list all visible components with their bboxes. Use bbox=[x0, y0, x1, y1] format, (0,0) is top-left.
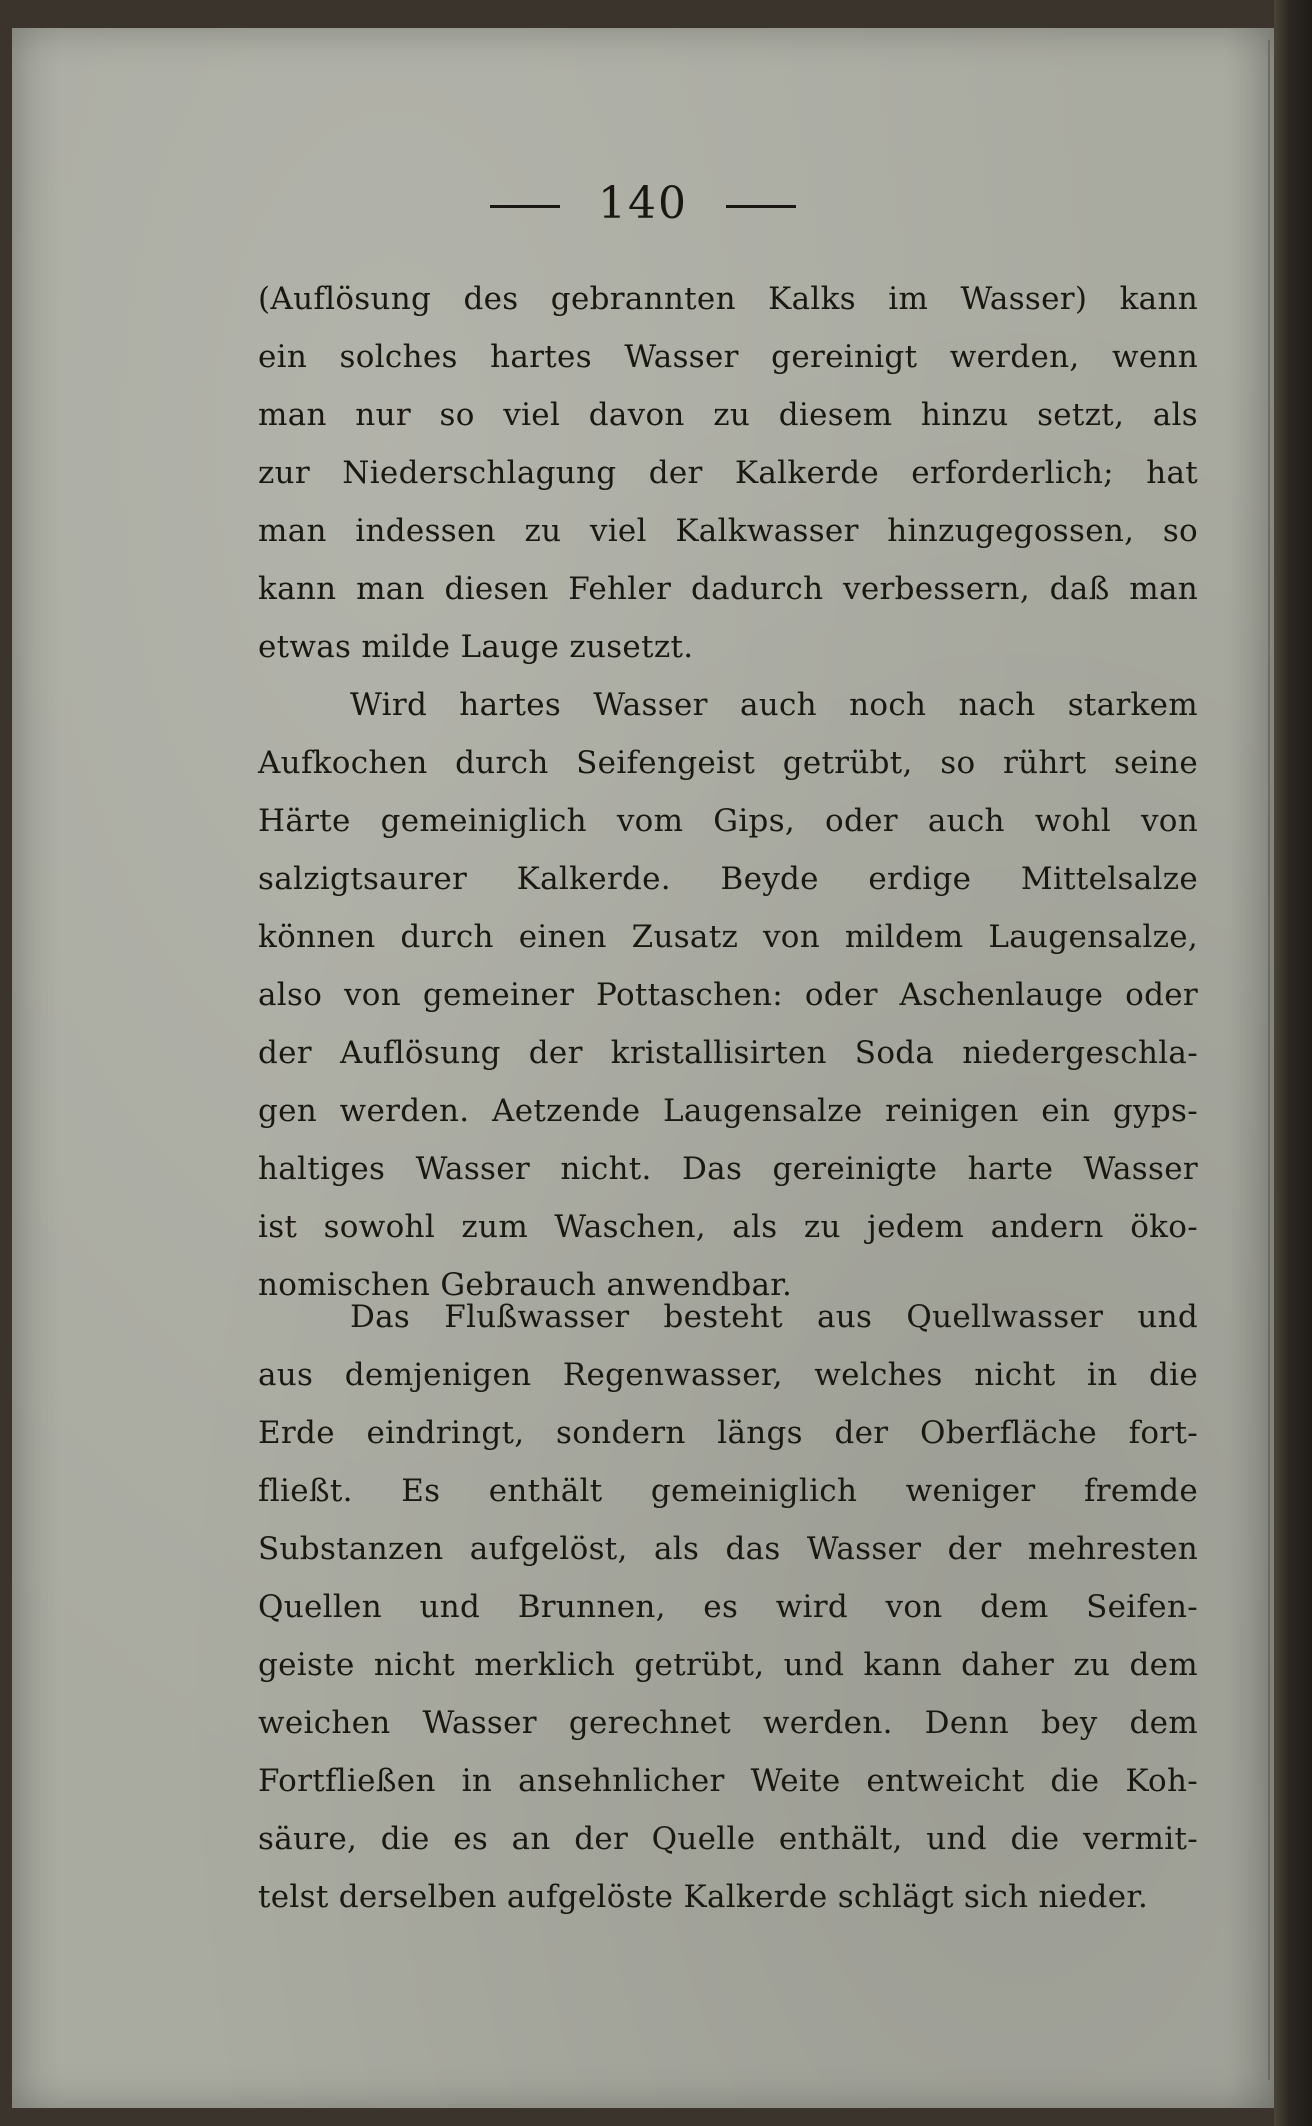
text-line: fließt. Es enthält gemeiniglich weniger fremde bbox=[258, 1473, 1198, 1509]
text-line: nomischen Gebrauch anwendbar. bbox=[258, 1267, 793, 1303]
text-line: geiste nicht merklich getrübt, und kann daher zu dem bbox=[258, 1647, 1198, 1683]
text-line: (Auflösung des gebrannten Kalks im Wasser) kann bbox=[258, 281, 1198, 317]
text-line: Erde eindringt, sondern längs der Oberfläche fort- bbox=[258, 1415, 1198, 1451]
text-line: ein solches hartes Wasser gereinigt werden, wenn bbox=[258, 339, 1198, 375]
text-line: aus demjenigen Regenwasser, welches nicht in die bbox=[258, 1357, 1198, 1393]
paragraph-3 bbox=[258, 1288, 1198, 1926]
text-line: der Auflösung der kristallisirten Soda niedergeschla- bbox=[258, 1035, 1198, 1071]
book-binding bbox=[1274, 0, 1312, 2126]
text-line: Das Flußwasser besteht aus Quellwasser und bbox=[350, 1299, 1198, 1335]
text-line: salzigtsaurer Kalkerde. Beyde erdige Mittelsalze bbox=[258, 861, 1198, 897]
text-line: man nur so viel davon zu diesem hinzu setzt, als bbox=[258, 397, 1198, 433]
paragraph-1 bbox=[258, 270, 1198, 676]
text-line: also von gemeiner Pottaschen: oder Aschenlauge oder bbox=[258, 977, 1198, 1013]
text-line: können durch einen Zusatz von mildem Laugensalze, bbox=[258, 919, 1198, 955]
text-line: Wird hartes Wasser auch noch nach starkem bbox=[350, 687, 1198, 723]
text-line: gen werden. Aetzende Laugensalze reinigen ein gyps- bbox=[258, 1093, 1198, 1129]
page-fold bbox=[1268, 40, 1270, 2080]
text-line: säure, die es an der Quelle enthält, und die vermit- bbox=[258, 1821, 1198, 1857]
text-line: etwas milde Lauge zusetzt. bbox=[258, 629, 694, 665]
text-line: kann man diesen Fehler dadurch verbessern, daß man bbox=[258, 571, 1198, 607]
text-line: Substanzen aufgelöst, als das Wasser der mehresten bbox=[258, 1531, 1198, 1567]
text-line: weichen Wasser gerechnet werden. Denn bey dem bbox=[258, 1705, 1198, 1741]
header-dash-left bbox=[490, 205, 560, 208]
text-line: Härte gemeiniglich vom Gips, oder auch wohl von bbox=[258, 803, 1198, 839]
text-line: haltiges Wasser nicht. Das gereinigte harte Wasser bbox=[258, 1151, 1198, 1187]
page-number: 140 bbox=[598, 178, 688, 229]
text-line: man indessen zu viel Kalkwasser hinzugegossen, so bbox=[258, 513, 1198, 549]
text-line: Aufkochen durch Seifengeist getrübt, so rührt seine bbox=[258, 745, 1198, 781]
header-dash-right bbox=[726, 205, 796, 208]
text-line: Quellen und Brunnen, es wird von dem Seifen- bbox=[258, 1589, 1198, 1625]
text-line: ist sowohl zum Waschen, als zu jedem andern öko- bbox=[258, 1209, 1198, 1245]
text-line: zur Niederschlagung der Kalkerde erforderlich; hat bbox=[258, 455, 1198, 491]
paragraph-2 bbox=[258, 676, 1198, 1314]
text-line: telst derselben aufgelöste Kalkerde schlägt sich nieder. bbox=[258, 1879, 1149, 1915]
book-page bbox=[12, 28, 1274, 2108]
page-header bbox=[12, 178, 1274, 229]
text-line: Fortfließen in ansehnlicher Weite entweicht die Koh- bbox=[258, 1763, 1198, 1799]
